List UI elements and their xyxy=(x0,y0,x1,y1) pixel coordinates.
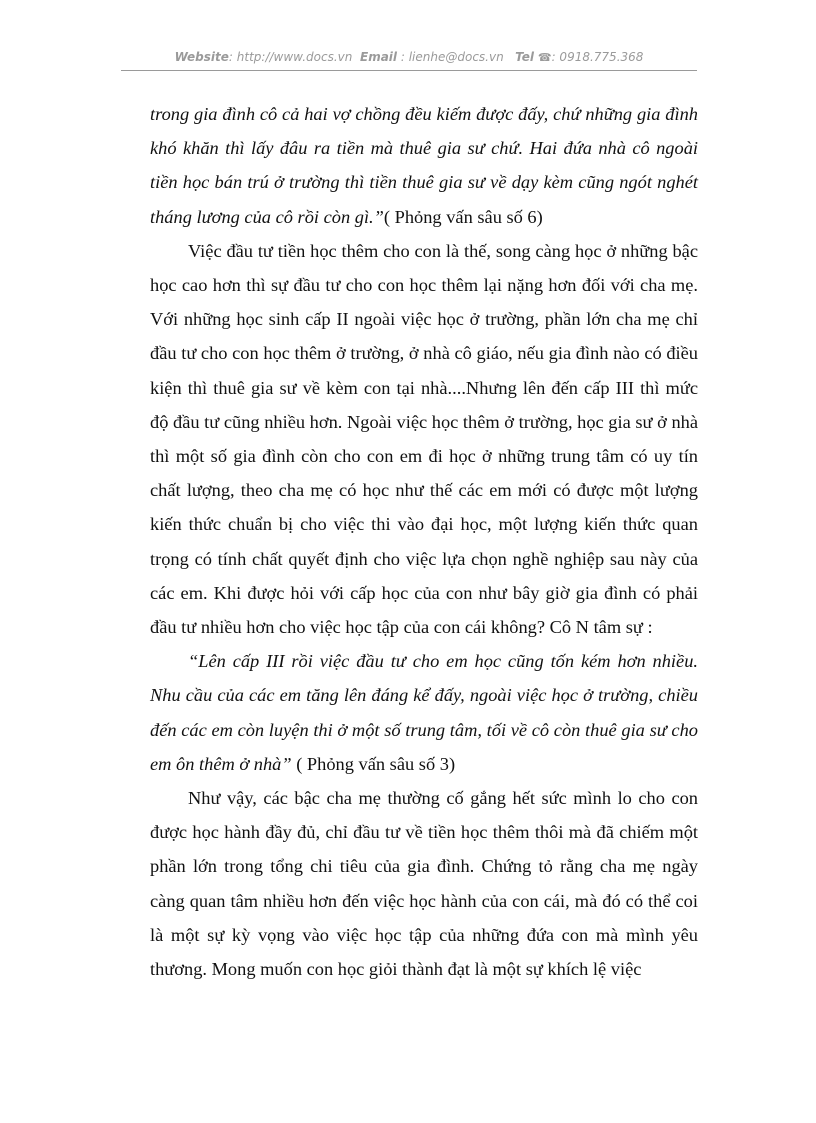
paragraph-quote-continued xyxy=(150,97,698,234)
tel-label: Tel xyxy=(515,50,535,64)
website-value: : http://www.docs.vn xyxy=(228,50,353,64)
paragraph-conclusion: Như vậy, các bậc cha mẹ thường cố gắng hết sức mình lo cho con được học hành đầy đủ, chỉ đầu tư về tiền học thêm thôi mà đã chiếm một phần lớn trong tổng chi tiêu của gia đình. Chứng tỏ rằng cha mẹ ngày càng quan tâm nhiều hơn đến việc học hành của con cái, mà đó có thể coi là một sự kỳ vọng vào việc học tập của những đứa con mà mình yêu thương. Mong muốn con học giỏi thành đạt là một sự khích lệ việc xyxy=(150,788,698,980)
interview-quote: trong gia đình cô cả hai vợ chồng đều kiếm được đấy, chứ những gia đình khó khăn thì lấy đâu ra tiền mà thuê gia sư chứ. Hai đứa nhà cô ngoài tiền học bán trú ở trường thì tiền thuê gia sư về dạy kèm cũng ngót nghét tháng lương của cô rồi còn gì.” xyxy=(150,104,698,227)
paragraph-investment: Việc đầu tư tiền học thêm cho con là thế, song càng học ở những bậc học cao hơn thì sự đầu tư cho con học thêm lại nặng hơn đối với cha mẹ. Với những học sinh cấp II ngoài việc học ở trường, phần lớn cha mẹ chỉ đầu tư cho con học thêm ở trường, ở nhà cô giáo, nếu gia đình nào có điều kiện thì thuê gia sư về kèm con tại nhà....Nhưng lên đến cấp III thì mức độ đầu tư cũng nhiều hơn. Ngoài việc học thêm ở trường, học gia sư ở nhà thì một số gia đình còn cho con em đi học ở những trung tâm có uy tín chất lượng, theo cha mẹ có học như thế các em mới có được một lượng kiến thức chuẩn bị cho việc thi vào đại học, một lượng kiến thức quan trọng có tính chất quyết định cho việc lựa chọn nghề nghiệp sau này của các em. Khi được hỏi với cấp học của con như bây giờ gia đình có phải đầu tư nhiều hơn cho việc học tập của con cái không? Cô N tâm sự : xyxy=(150,240,698,638)
email-label: Email xyxy=(360,50,398,64)
quote-citation: ( Phỏng vấn sâu số 3) xyxy=(291,753,456,774)
page-header xyxy=(121,50,697,70)
header-divider xyxy=(121,70,697,71)
paragraph-quote xyxy=(150,644,698,781)
interview-quote: “Lên cấp III rồi việc đầu tư cho em học cũng tốn kém hơn nhiều. Nhu cầu của các em tăng lên đáng kể đấy, ngoài việc học ở trường, chiều đến các em còn luyện thi ở một số trung tâm, tối về cô còn thuê gia sư cho em ôn thêm ở nhà” xyxy=(150,651,698,774)
website-label: Website xyxy=(174,50,229,64)
email-value: : lienhe@docs.vn xyxy=(400,50,504,64)
body-text xyxy=(150,97,698,986)
quote-citation: ( Phỏng vấn sâu số 6) xyxy=(383,206,543,227)
phone-icon: ☎ xyxy=(537,51,552,64)
tel-value: : 0918.775.368 xyxy=(551,50,644,64)
